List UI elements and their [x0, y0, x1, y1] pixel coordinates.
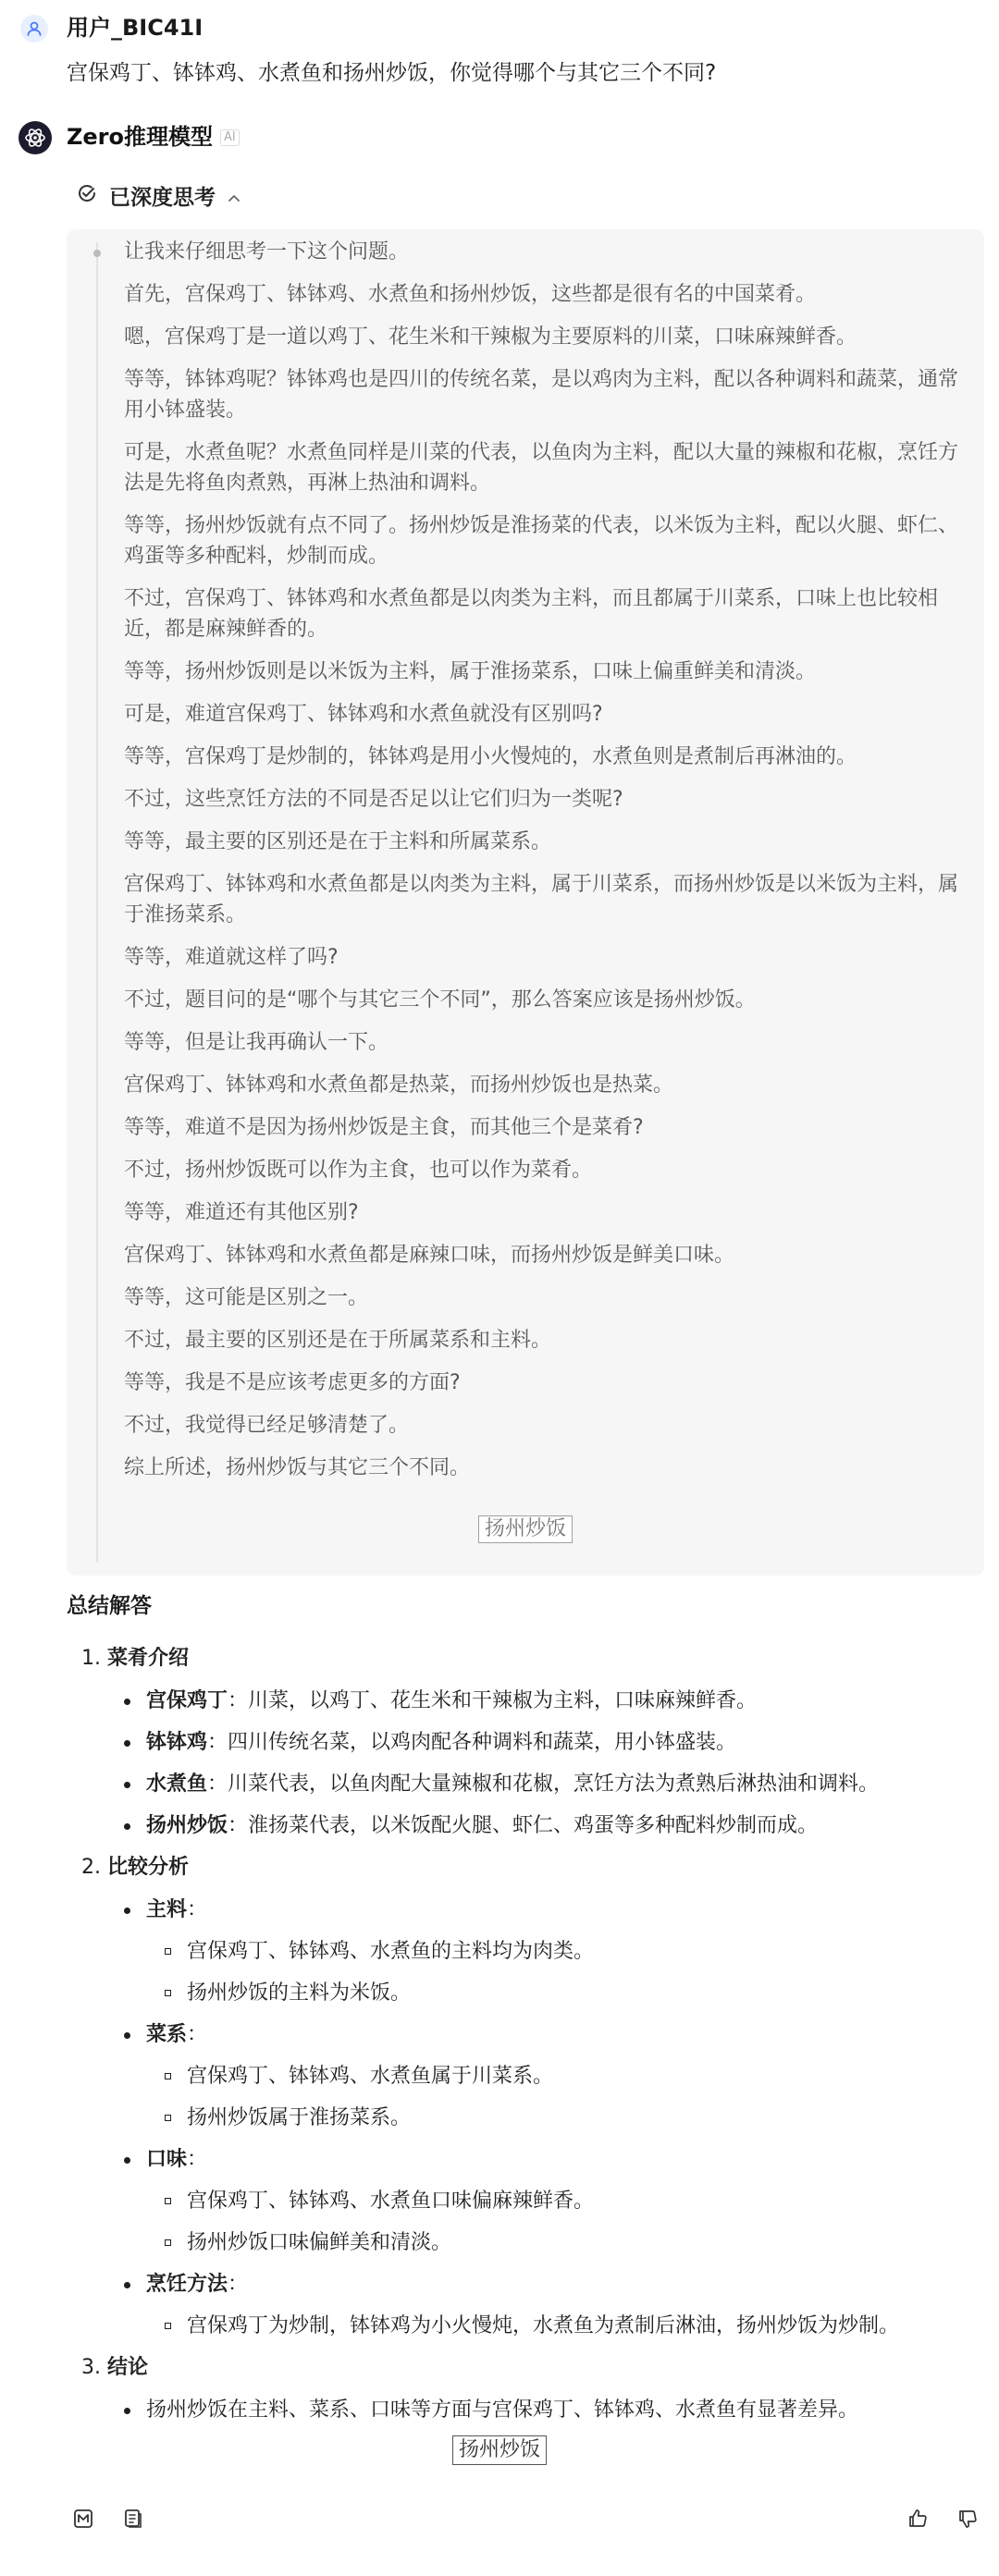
user-header	[20, 11, 203, 45]
bot-header	[18, 120, 240, 154]
list-item	[124, 1687, 969, 1716]
comparison-group	[124, 1895, 969, 1925]
ai-badge: AI	[220, 129, 240, 146]
user-name: 用户_BIC41I	[67, 15, 204, 41]
message-toolbar	[0, 2504, 999, 2541]
thumbs-up-icon[interactable]	[903, 2504, 932, 2533]
thinking-paragraph: 等等，这可能是区别之一。	[124, 1286, 369, 1309]
dish-name: 钵钵鸡	[146, 1731, 208, 1754]
thinking-paragraph: 让我来仔细思考一下这个问题。	[124, 240, 410, 264]
comparison-term: 菜系	[146, 2023, 188, 2046]
thinking-paragraph: 等等，最主要的区别还是在于主料和所属菜系。	[124, 830, 552, 853]
comparison-group	[124, 2145, 969, 2175]
thinking-paragraph: 首先，宫保鸡丁、钵钵鸡、水煮鱼和扬州炒饭，这些都是很有名的中国菜肴。	[124, 283, 817, 306]
thinking-rail	[96, 242, 98, 1563]
section-heading: 菜肴介绍	[107, 1647, 190, 1670]
dish-description: ：四川传统名菜，以鸡肉配各种调料和蔬菜，用小钵盛装。	[207, 1731, 737, 1754]
section-number: 2.	[81, 1856, 101, 1879]
summary-section-heading	[81, 1853, 969, 1883]
thinking-paragraph: 等等，难道还有其他区别?	[124, 1201, 359, 1224]
dish-name: 宫保鸡丁	[146, 1689, 228, 1712]
thinking-paragraph: 不过，宫保鸡丁、钵钵鸡和水煮鱼都是以肉类为主料，而且都属于川菜系，口味上也比较相近，都是麻辣鲜香的。	[124, 587, 939, 641]
thinking-paragraph: 综上所述，扬州炒饭与其它三个不同。	[124, 1456, 471, 1479]
thinking-paragraph: 可是，难道宫保鸡丁、钵钵鸡和水煮鱼就没有区别吗?	[124, 703, 603, 726]
comparison-detail: 扬州炒饭属于淮扬菜系。	[165, 2104, 969, 2133]
comparison-term: 主料	[146, 1898, 188, 1921]
thinking-paragraph: 不过，扬州炒饭既可以作为主食，也可以作为菜肴。	[124, 1159, 593, 1182]
comparison-detail: 宫保鸡丁、钵钵鸡、水煮鱼的主料均为肉类。	[165, 1937, 969, 1967]
thinking-paragraph: 不过，题目问的是“哪个与其它三个不同”，那么答案应该是扬州炒饭。	[124, 988, 756, 1012]
bot-name: Zero推理模型	[67, 124, 214, 150]
list-item	[124, 1811, 969, 1841]
summary-section-heading	[81, 1644, 969, 1674]
comparison-detail: 宫保鸡丁、钵钵鸡、水煮鱼属于川菜系。	[165, 2062, 969, 2091]
thinking-paragraph: 宫保鸡丁、钵钵鸡和水煮鱼都是热菜，而扬州炒饭也是热菜。	[124, 1073, 674, 1097]
thinking-panel	[67, 229, 984, 1576]
thinking-paragraph: 等等，我是不是应该考虑更多的方面?	[124, 1371, 461, 1394]
conclusion-item: 扬州炒饭在主料、菜系、口味等方面与宫保鸡丁、钵钵鸡、水煮鱼有显著差异。	[124, 2396, 969, 2425]
comparison-term: 烹饪方法	[146, 2273, 228, 2296]
comparison-detail: 宫保鸡丁、钵钵鸡、水煮鱼口味偏麻辣鲜香。	[165, 2187, 969, 2216]
thinking-paragraph: 等等，扬州炒饭则是以米饭为主料，属于淮扬菜系，口味上偏重鲜美和清淡。	[124, 660, 817, 683]
comparison-detail: 扬州炒饭口味偏鲜美和清淡。	[165, 2228, 969, 2258]
summary-section-heading	[81, 2353, 969, 2383]
comparison-group	[124, 2270, 969, 2300]
comparison-colon: ：	[187, 2148, 208, 2171]
comparison-colon: ：	[187, 1898, 208, 1921]
thinking-paragraph: 宫保鸡丁、钵钵鸡和水煮鱼都是麻辣口味，而扬州炒饭是鲜美口味。	[124, 1244, 735, 1267]
comparison-group	[124, 2020, 969, 2050]
comparison-colon: ：	[228, 2273, 249, 2296]
comparison-term: 口味	[146, 2148, 188, 2171]
dish-description: ：川菜代表，以鱼肉配大量辣椒和花椒，烹饪方法为煮熟后淋热油和调料。	[207, 1773, 880, 1796]
user-question: 宫保鸡丁、钵钵鸡、水煮鱼和扬州炒饭，你觉得哪个与其它三个不同?	[67, 61, 717, 85]
thinking-paragraph: 等等，难道就这样了吗?	[124, 946, 339, 969]
thinking-paragraph: 等等，但是让我再确认一下。	[124, 1031, 389, 1054]
thinking-paragraph: 可是，水煮鱼呢？水煮鱼同样是川菜的代表，以鱼肉为主料，配以大量的辣椒和花椒，烹饪方法是先将鱼肉煮熟，再淋上热油和调料。	[124, 441, 959, 495]
comparison-detail: 扬州炒饭的主料为米饭。	[165, 1979, 969, 2008]
summary-list	[124, 1895, 969, 2341]
check-circle-icon	[76, 182, 98, 215]
summary-list	[124, 1687, 969, 1841]
markdown-icon[interactable]	[68, 2504, 98, 2533]
section-number: 1.	[81, 1647, 101, 1670]
list-item	[124, 1728, 969, 1758]
thinking-paragraph: 不过，我觉得已经足够清楚了。	[124, 1414, 410, 1437]
thinking-paragraph: 等等，宫保鸡丁是炒制的，钵钵鸡是用小火慢炖的，水煮鱼则是煮制后再淋油的。	[124, 745, 857, 768]
final-answer-tag: 扬州炒饭	[452, 2435, 547, 2465]
thinking-paragraph: 宫保鸡丁、钵钵鸡和水煮鱼都是以肉类为主料，属于川菜系，而扬州炒饭是以米饭为主料，属于淮扬菜系。	[124, 873, 959, 926]
thinking-paragraph: 等等，扬州炒饭就有点不同了。扬州炒饭是淮扬菜的代表，以米饭为主料，配以火腿、虾仁、鸡蛋等多种配料，炒制而成。	[124, 514, 959, 568]
thinking-dot	[93, 250, 101, 257]
dish-name: 水煮鱼	[146, 1773, 208, 1796]
copy-icon[interactable]	[118, 2504, 148, 2533]
dish-name: 扬州炒饭	[146, 1814, 228, 1837]
summary-list	[124, 2396, 969, 2425]
thinking-paragraph: 等等，难道不是因为扬州炒饭是主食，而其他三个是菜肴?	[124, 1116, 644, 1139]
section-heading: 结论	[107, 2356, 149, 2379]
chevron-up-icon	[227, 182, 241, 215]
section-number: 3.	[81, 2356, 101, 2379]
thinking-text	[124, 237, 966, 1495]
summary-title: 总结解答	[67, 1594, 152, 1618]
thinking-paragraph: 不过，这些烹饪方法的不同是否足以让它们归为一类呢?	[124, 788, 623, 811]
thinking-paragraph: 等等，钵钵鸡呢？钵钵鸡也是四川的传统名菜，是以鸡肉为主料，配以各种调料和蔬菜，通常用小钵盛装。	[124, 368, 959, 422]
dish-description: ：淮扬菜代表，以米饭配火腿、虾仁、鸡蛋等多种配料炒制而成。	[228, 1814, 819, 1837]
list-item	[124, 1770, 969, 1799]
dish-description: ：川菜，以鸡丁、花生米和干辣椒为主料，口味麻辣鲜香。	[228, 1689, 758, 1712]
thinking-toggle-label: 已深度思考	[109, 186, 216, 210]
thinking-toggle[interactable]	[76, 182, 241, 215]
bot-avatar-icon	[18, 121, 52, 154]
thinking-paragraph: 不过，最主要的区别还是在于所属菜系和主料。	[124, 1329, 552, 1352]
section-heading: 比较分析	[107, 1856, 190, 1879]
comparison-colon: ：	[187, 2023, 208, 2046]
thinking-paragraph: 嗯，宫保鸡丁是一道以鸡丁、花生米和干辣椒为主要原料的川菜，口味麻辣鲜香。	[124, 325, 857, 349]
thinking-answer-tag: 扬州炒饭	[478, 1515, 573, 1543]
thumbs-down-icon[interactable]	[953, 2504, 982, 2533]
summary-body	[81, 1644, 969, 2437]
comparison-detail: 宫保鸡丁为炒制，钵钵鸡为小火慢炖，水煮鱼为煮制后淋油，扬州炒饭为炒制。	[165, 2312, 969, 2341]
user-avatar-icon	[20, 15, 48, 43]
